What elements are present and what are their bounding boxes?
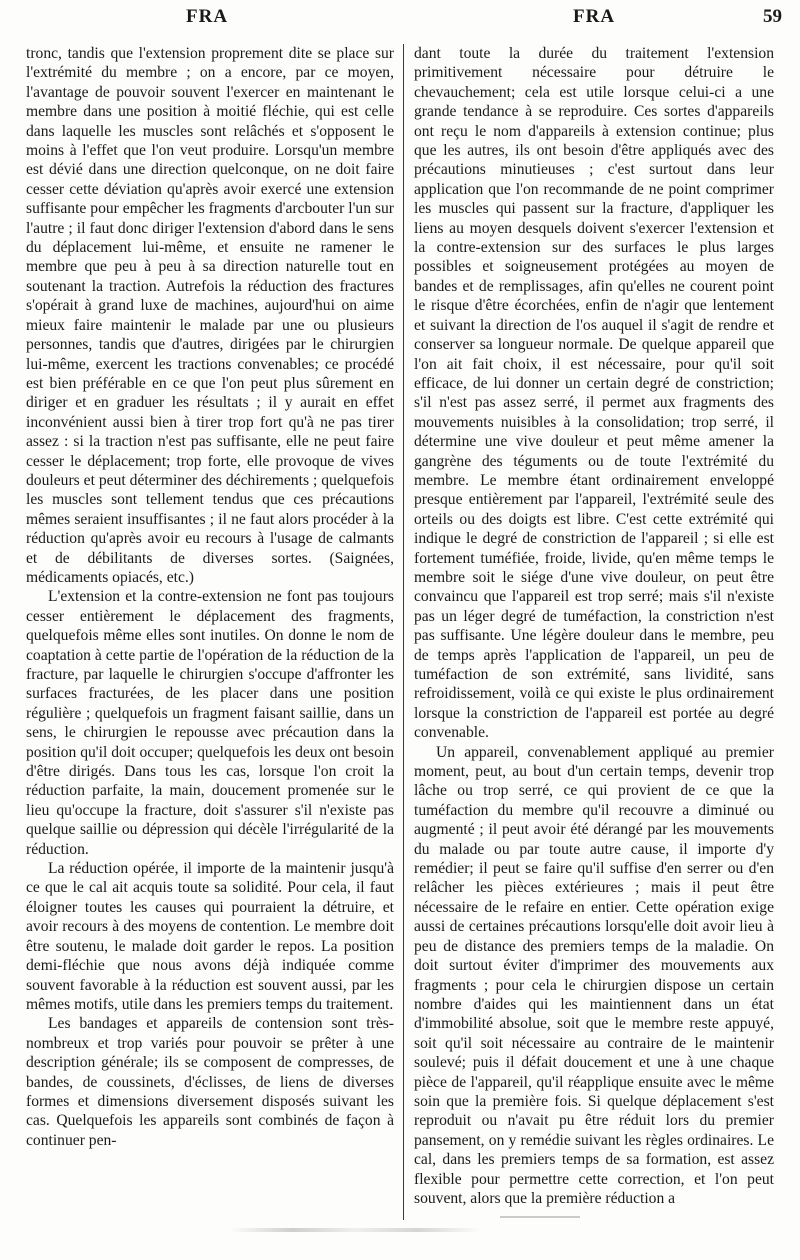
left-running-head: FRA [186, 6, 229, 27]
column-divider [403, 44, 404, 1220]
page-number: 59 [763, 6, 782, 27]
left-paragraph-2: L'extension et la contre-extension ne font pas toujours cesser entièrement le déplacement des fragments, quelquefois même elles sont inutiles. On donne le nom de coaptation à cette partie de l'opération de la réduction de la fracture, par laquelle le chirurgien s'occupe d'affronter les surfaces fracturées, de les placer dans une position régulière ; quelquefois un fragment faisant saillie, dans un sens, le chirurgien le repousse avec précaution dans la position qu'il doit occuper; quelquefois les deux ont besoin d'être dirigés. Dans tous les cas, lorsque l'on croit la réduction parfaite, la main, doucement promenée sur le lieu qu'occupe la fracture, doit s'assurer s'il n'existe pas quelque saillie ou dépression qui décèle l'irrégularité de la réduction. [26, 588, 394, 858]
left-paragraph-1: tronc, tandis que l'extension proprement dite se place sur l'extrémité du membre ; on a encore, par ce moyen, l'avantage de pouvoir souvent l'exercer en maintenant le membre dans une position à moitié fléchie, qui est celle dans laquelle les muscles sont relâchés et s'opposent le moins à l'effet que l'on veut produire. Lorsqu'un membre est dévié dans une direction quelconque, on ne doit faire cesser cette déviation qu'après avoir exercé une extension suffisante pour empêcher les fragments d'arcbouter l'un sur l'autre ; il faut donc diriger l'extension d'abord dans le sens du déplacement lui-même, et ensuite ne ramener le membre que peu à peu à sa direction naturelle tout en soutenant la traction. Autrefois la réduction des fractures s'opérait à grand luxe de machines, aujourd'hui on aime mieux faire maintenir le malade par une ou plusieurs personnes, tandis que d'autres, dirigées par le chirurgien lui-même, exercent les tractions convenables; ce procédé est bien préférable en ce que l'on peut plus sûrement en diriger et en graduer les résultats ; il y aurait en effet inconvénient aussi bien à tirer trop fort qu'à ne pas tirer assez : si la traction n'est pas suffisante, elle ne peut faire cesser le déplacement; trop forte, elle provoque de vives douleurs et peut déterminer des déchirements ; quelquefois les muscles sont tellement tendus que ces précautions mêmes seraient insuffisantes ; il ne faut alors procéder à la réduction qu'après avoir eu recours à l'usage de calmants et de débilitants de diverses sortes. (Saignées, médicaments opiacés, etc.) [26, 45, 394, 586]
right-running-head: FRA [573, 6, 616, 27]
scan-artifact-small [500, 1216, 580, 1218]
left-column [26, 44, 394, 1150]
left-paragraph-4: Les bandages et appareils de contension sont très-nombreux et trop variés pour pouvoir se prêter à une description générale; ils se composent de compresses, de bandes, de coussinets, d'éclisses, de liens de diverses formes et dimensions diversement disposés suivant les cas. Quelquefois les appareils sont combinés de façon à continuer pen- [26, 1015, 394, 1149]
right-paragraph-1: dant toute la durée du traitement l'extension primitivement nécessaire pour détruire le chevauchement; cela est utile lorsque celui-ci a une grande tendance à se reproduire. Ces sortes d'appareils ont reçu le nom d'appareils à extension continue; plus que les autres, ils ont besoin d'être appliqués avec des précautions minutieuses ; c'est surtout dans leur application que l'on recommande de ne point comprimer les muscles qui passent sur la fracture, d'appliquer les liens au moyen desquels doivent s'exercer l'extension et la contre-extension sur des surfaces le plus larges possibles et soigneusement protégées au moyen de bandes et de remplissages, afin qu'elles ne courent point le risque d'être écorchées, enfin de n'agir que lentement et suivant la direction de l'os auquel il s'agit de rendre et conserver sa longueur normale. De quelque appareil que l'on ait fait choix, il est nécessaire, pour qu'il soit efficace, de lui donner un certain degré de constriction; s'il n'est pas assez serré, il permet aux fragments des mouvements nuisibles à la consolidation; trop serré, il détermine une vive douleur et peut même amener la gangrène des téguments ou de toute l'extrémité du membre. Le membre étant ordinairement enveloppé presque entièrement par l'appareil, l'extrémité seule des orteils ou des doigts est libre. C'est cette extrémité qui indique le degré de constriction de l'appareil ; si elle est fortement tuméfiée, froide, livide, qu'en même temps le membre soit le siége d'une vive douleur, on peut être convaincu que l'appareil est trop serré; mais s'il n'existe pas un léger degré de tuméfaction, la constriction n'est pas suffisante. Une légère douleur dans le membre, peu de temps après l'application de l'appareil, un peu de tuméfaction de son extrémité, sans lividité, sans refroidissement, voilà ce qui existe le plus ordinairement lorsque la constriction de l'appareil est portée au degré convenable. [414, 45, 774, 742]
left-paragraph-3: La réduction opérée, il importe de la maintenir jusqu'à ce que le cal ait acquis toute sa solidité. Pour cela, il faut éloigner toutes les causes qui pourraient la détruire, et avoir recours à des moyens de contention. Le membre doit être soutenu, le malade doit garder le repos. La position demi-fléchie que nous avons déjà indiquée comme souvent favorable à la réduction est souvent aussi, par les mêmes motifs, utile dans les premiers temps du traitement. [26, 860, 394, 1013]
right-column [414, 44, 774, 1208]
scan-artifact [230, 1228, 480, 1232]
running-header [0, 6, 800, 38]
right-paragraph-2: Un appareil, convenablement appliqué au premier moment, peut, au bout d'un certain temps, devenir trop lâche ou trop serré, ce qui provient de ce que la tuméfaction du membre qu'il recouvre a diminué ou augmenté ; il peut avoir été dérangé par les mouvements du malade ou par toute autre cause, il importe d'y remédier; il peut se faire qu'il suffise d'en serrer ou d'en relâcher les pièces extérieures ; mais il peut être nécessaire de le refaire en entier. Cette opération exige aussi de certaines précautions lorsqu'elle doit avoir lieu à peu de distance des premiers temps de la maladie. On doit surtout éviter d'imprimer des mouvements aux fragments ; pour cela le chirurgien dispose un certain nombre d'aides qui les maintiennent dans un état d'immobilité absolue, soit que le membre reste appuyé, soit qu'il soit nécessaire au contraire de le maintenir soulevé; puis il défait doucement et une à une chaque pièce de l'appareil, qu'il réapplique ensuite avec le même soin que la première fois. Si quelque déplacement s'est reproduit ou n'avait pu être réduit lors du premier pansement, on y remédie suivant les règles ordinaires. Le cal, dans les premiers temps de sa formation, est assez flexible pour permettre cette correction, et l'on peut souvent, alors que la première réduction a [414, 743, 774, 1207]
